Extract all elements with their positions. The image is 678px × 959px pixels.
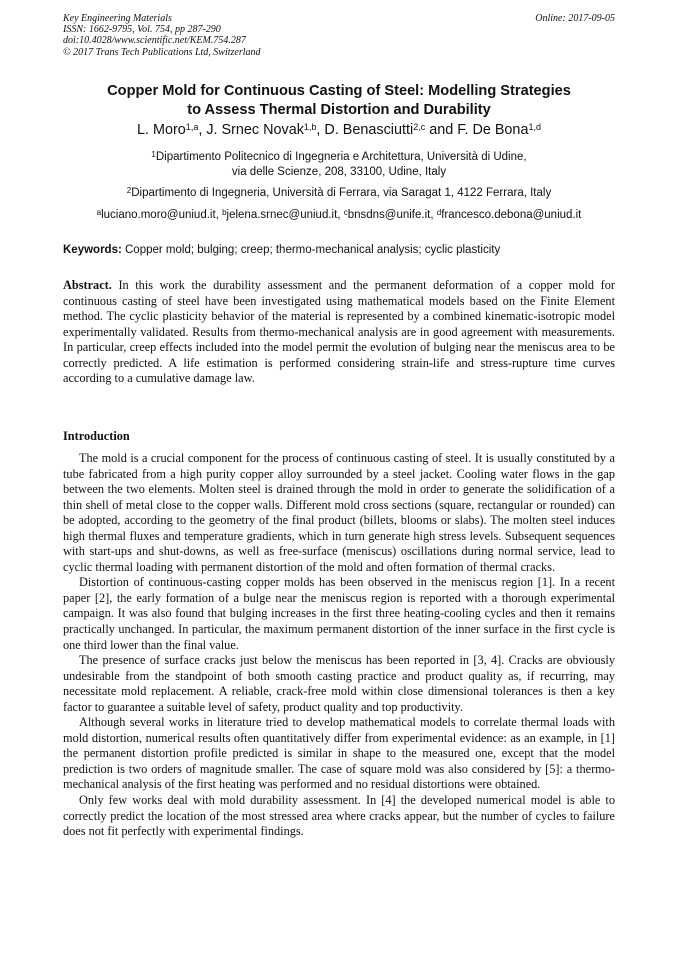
author-name: L. Moro [137,122,186,138]
paragraph: Although several works in literature tried to develop mathematical models to correlate thermal loads with mold distortion, numerical results often quantitatively differ from experimental evidence: as an example, in [1] the permanent distortion profile predicted is similar in shape to the measured one, except that the model prediction is two orders of magnitude smaller. The case of square mold was also considered by [5]: a thermo-mechanical analysis of the first heating was performed and no residual distortions were obtained. [63,715,615,792]
author-affiliation-mark: 1,a [185,122,199,132]
keywords-label: Keywords: [63,244,122,256]
keywords [63,243,615,257]
email-separator: , [215,209,223,221]
author-name: D. Benasciutti [324,122,414,138]
author-name: J. Srnec Novak [206,122,304,138]
journal-copyright: © 2017 Trans Tech Publications Ltd, Switzerland [63,46,261,58]
journal-name: Key Engineering Materials [63,13,172,24]
affiliation-1-line-1: Dipartimento Politecnico di Ingegneria e Architettura, Università di Udine, [155,151,527,163]
paper-title [40,82,638,120]
email-link[interactable]: jelena.srnec@uniud.it [226,209,338,221]
author-list [40,121,638,140]
section-heading-introduction: Introduction [63,429,130,443]
author-affiliation-mark: 2,c [413,122,426,132]
author-affiliation-mark: 1,b [303,122,317,132]
email-mark: a [96,208,102,217]
abstract-text: In this work the durability assessment and the permanent deformation of a copper mold for continuous casting of steel have been investigated using mathematical models based on the Finite Element method. The cyclic plasticity behavior of the material is represented by a combined kinematic-isotropic model experimentally validated. Results from thermo-mechanical analysis are in good agreement with measurements. In particular, creep effects included into the model permit the evolution of bulging near the meniscus area to be correctly predicted. A life estimation is performed considering strain-life and stress-rupture time curves according to a cumulative damage law. [63,278,615,386]
affiliation-1-line-2: via delle Scienze, 208, 33100, Udine, Italy [231,165,447,178]
paragraph: Only few works deal with mold durability assessment. In [4] the developed numerical model is able to correctly predict the location of the most stressed area where cracks appear, but the number of cycles to failure does not fit perfectly with experimental findings. [63,793,615,839]
email-link[interactable]: luciano.moro@uniud.it [101,209,216,221]
journal-doi: doi:10.4028/www.scientific.net/KEM.754.287 [63,35,246,47]
affiliation-mark: 2 [126,186,132,195]
author-affiliation-mark: 1,d [528,122,541,132]
author-conjunction: and [425,122,458,138]
email-link[interactable]: bnsdns@unife.it [347,209,431,221]
abstract-label: Abstract. [63,278,112,292]
affiliation-2-text: Dipartimento di Ingegneria, Università di Ferrara, via Saragat 1, 4122 Ferrara, Italy [131,187,552,199]
email-separator: , [430,209,437,221]
author-name: F. De Bona [457,122,529,138]
title-line-1: Copper Mold for Continuous Casting of Steel: Modelling Strategies [107,83,571,99]
introduction-body [63,451,615,840]
paragraph: Distortion of continuous-casting copper molds has been observed in the meniscus region [1]. In a recent paper [2], the early formation of a bulge near the meniscus region is reported with a thorough experimental campaign. It was also found that bulging increases in the first three heating-cooling cycles and then it remains practically unchanged. In particular, the maximum permanent distortion of the inner surface in the first cycle is one third lower than the final value. [63,575,615,652]
title-line-2: to Assess Thermal Distortion and Durability [187,102,491,118]
email-list [40,208,638,223]
affiliation-1 [40,150,638,179]
abstract [63,278,615,387]
author-separator: , [316,122,325,138]
paragraph: The presence of surface cracks just below the meniscus has been reported in [3, 4]. Cracks are obviously undesirable from the standpoint of both smooth casting practice and product quality as, if recurring, may necessitate mold replacement. A reliable, crack-free mold within close dimensional tolerances is then a key factor to guarantee a suitable level of safety, product quality and top productivity. [63,653,615,714]
email-mark: d [436,208,442,217]
journal-issn: ISSN: 1662-9795, Vol. 754, pp 287-290 [63,24,221,36]
email-separator: , [337,209,344,221]
email-mark: b [222,208,227,217]
affiliation-2 [40,186,638,201]
affiliation-mark: 1 [151,150,156,159]
keywords-text: Copper mold; bulging; creep; thermo-mechanical analysis; cyclic plasticity [125,244,501,256]
paragraph: The mold is a crucial component for the process of continuous casting of steel. It is usually constituted by a tube fabricated from a high purity copper alloy surrounded by a steel jacket. Cooling water flows in the gap between the two elements. Molten steel is drained through the mold in order to generate the solidification of a thin shell of metal close to the copper walls. Different mold cross sections (square, rectangular or rounded) can be adopted, according to the geometry of the final product (billets, blooms or slabs). The molten steel induces high thermal fluxes and temperature gradients, which in turn generate high stress levels. Subsequent sequences with start-ups and shut-downs, as well as free-surface (meniscus) oscillations during normal service, lead to cyclic thermal loading with permanent distortion of the mold and often formation of thermal cracks. [63,451,615,574]
email-mark: c [343,208,348,217]
journal-header [63,13,615,58]
email-link[interactable]: francesco.debona@uniud.it [441,209,582,221]
online-date: Online: 2017-09-05 [535,13,615,24]
author-separator: , [198,122,207,138]
